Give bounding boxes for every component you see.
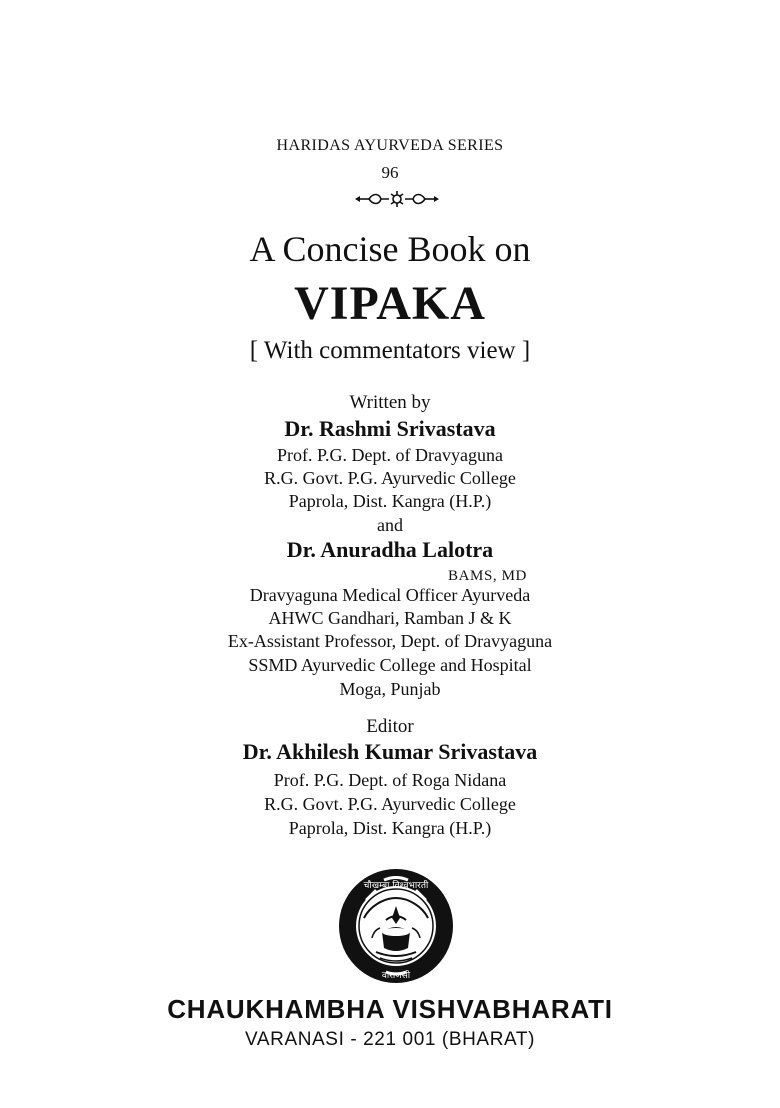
series-number: 96 bbox=[381, 163, 399, 182]
seal-bottom-text: वाराणसी bbox=[381, 971, 411, 981]
book-title-prefix: A Concise Book on bbox=[249, 229, 531, 269]
publisher-address: VARANASI - 221 001 (BHARAT) bbox=[244, 1029, 536, 1050]
author2-affiliation: Moga, Punjab bbox=[339, 679, 441, 699]
author2-name: Dr. Anuradha Lalotra bbox=[286, 537, 494, 562]
editor-name: Dr. Akhilesh Kumar Srivastava bbox=[242, 739, 538, 764]
author1-name: Dr. Rashmi Srivastava bbox=[284, 416, 496, 441]
decorative-flourish-icon bbox=[355, 189, 439, 209]
seal-top-text: चौखम्बा विश्वभारती bbox=[363, 881, 429, 891]
editor-affiliation: Paprola, Dist. Kangra (H.P.) bbox=[288, 818, 492, 838]
and-conjunction: and bbox=[377, 515, 403, 535]
book-title: VIPAKA bbox=[294, 277, 486, 330]
editor-affiliation: Prof. P.G. Dept. of Roga Nidana bbox=[273, 770, 507, 790]
editor-label: Editor bbox=[366, 716, 414, 737]
publisher-name: CHAUKHAMBHA VISHVABHARATI bbox=[167, 994, 613, 1024]
author2-affiliation: Dravyaguna Medical Officer Ayurveda bbox=[249, 585, 531, 605]
author2-degrees: BAMS, MD bbox=[448, 568, 527, 584]
author2-affiliation: Ex-Assistant Professor, Dept. of Dravyaguna bbox=[227, 631, 553, 651]
publisher-seal-icon bbox=[336, 866, 456, 986]
book-subtitle: [ With commentators view ] bbox=[249, 337, 531, 364]
author1-affiliation: Prof. P.G. Dept. of Dravyaguna bbox=[277, 445, 503, 465]
series-name: HARIDAS AYURVEDA SERIES bbox=[276, 137, 504, 154]
editor-affiliation: R.G. Govt. P.G. Ayurvedic College bbox=[264, 794, 516, 814]
author1-affiliation: Paprola, Dist. Kangra (H.P.) bbox=[288, 491, 492, 511]
author2-affiliation: AHWC Gandhari, Ramban J & K bbox=[268, 608, 512, 628]
written-by-label: Written by bbox=[349, 392, 431, 413]
author1-affiliation: R.G. Govt. P.G. Ayurvedic College bbox=[264, 468, 516, 488]
author2-affiliation: SSMD Ayurvedic College and Hospital bbox=[248, 655, 532, 675]
